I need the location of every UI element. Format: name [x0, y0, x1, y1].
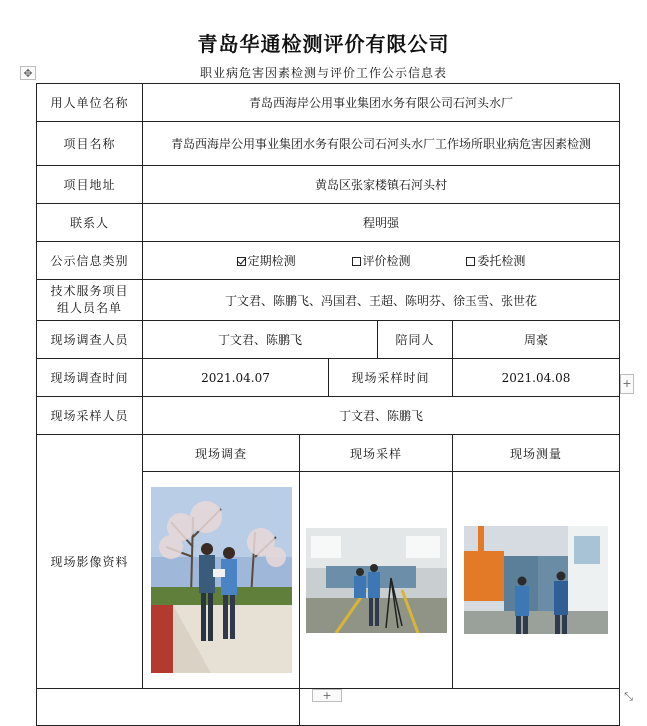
contact-value: 程明强	[143, 204, 620, 242]
media-blank-cell	[37, 689, 300, 726]
category-options	[143, 242, 620, 280]
photo-survey-cell	[143, 472, 300, 689]
sampling-time-value: 2021.04.08	[453, 359, 620, 397]
checkbox-empty-icon[interactable]	[352, 257, 361, 266]
media-col-measure: 现场测量	[453, 435, 620, 472]
address-value: 黄岛区张家楼镇石河头村	[143, 166, 620, 204]
table-resize-icon[interactable]: ⤡	[624, 690, 633, 703]
contact-label: 联系人	[37, 204, 143, 242]
photo-measure	[464, 526, 608, 634]
photo-measure-cell	[453, 472, 620, 689]
media-col-survey: 现场调查	[143, 435, 300, 472]
form-subtitle: 职业病危害因素检测与评价工作公示信息表	[199, 66, 447, 80]
team-value: 丁文君、陈鹏飞、冯国君、王超、陈明芬、徐玉雪、张世花	[143, 280, 620, 321]
survey-time-value: 2021.04.07	[143, 359, 329, 397]
photo-sampling	[306, 528, 447, 633]
team-label: 技术服务项目组人员名单	[37, 280, 143, 321]
project-label: 项目名称	[37, 122, 143, 166]
row-media-head	[37, 435, 620, 472]
samplers-value: 丁文君、陈鹏飞	[143, 397, 620, 435]
survey-label: 现场调查人员	[37, 321, 143, 359]
row-category	[37, 242, 620, 280]
employer-value: 青岛西海岸公用事业集团水务有限公司石河头水厂	[143, 84, 620, 122]
option-commissioned[interactable]: 委托检测	[466, 252, 525, 269]
row-employer	[37, 84, 620, 122]
media-label: 现场影像资料	[37, 435, 143, 689]
checkbox-empty-icon[interactable]	[466, 257, 475, 266]
row-survey	[37, 321, 620, 359]
survey-value: 丁文君、陈鹏飞	[143, 321, 378, 359]
media-col-sampling: 现场采样	[300, 435, 453, 472]
table-move-handle-icon[interactable]: ✥	[20, 66, 36, 80]
samplers-label: 现场采样人员	[37, 397, 143, 435]
row-times	[37, 359, 620, 397]
add-row-icon[interactable]: +	[312, 689, 342, 702]
add-column-icon[interactable]: +	[620, 374, 634, 394]
media-blank-cell	[300, 689, 620, 726]
row-contact	[37, 204, 620, 242]
row-project	[37, 122, 620, 166]
row-team	[37, 280, 620, 321]
survey-time-label: 现场调查时间	[37, 359, 143, 397]
address-label: 项目地址	[37, 166, 143, 204]
option-periodic[interactable]: 定期检测	[237, 252, 296, 269]
sampling-time-label: 现场采样时间	[329, 359, 453, 397]
row-address	[37, 166, 620, 204]
row-samplers	[37, 397, 620, 435]
escort-label: 陪同人	[378, 321, 453, 359]
photo-sampling-cell	[300, 472, 453, 689]
employer-label: 用人单位名称	[37, 84, 143, 122]
category-label: 公示信息类别	[37, 242, 143, 280]
option-evaluation[interactable]: 评价检测	[352, 252, 411, 269]
company-title: 青岛华通检测评价有限公司	[197, 32, 450, 56]
checkbox-checked-icon[interactable]	[237, 257, 246, 266]
disclosure-table	[36, 83, 620, 726]
escort-value: 周豪	[453, 321, 620, 359]
project-value: 青岛西海岸公用事业集团水务有限公司石河头水厂工作场所职业病危害因素检测	[143, 122, 620, 166]
photo-survey	[151, 487, 292, 673]
